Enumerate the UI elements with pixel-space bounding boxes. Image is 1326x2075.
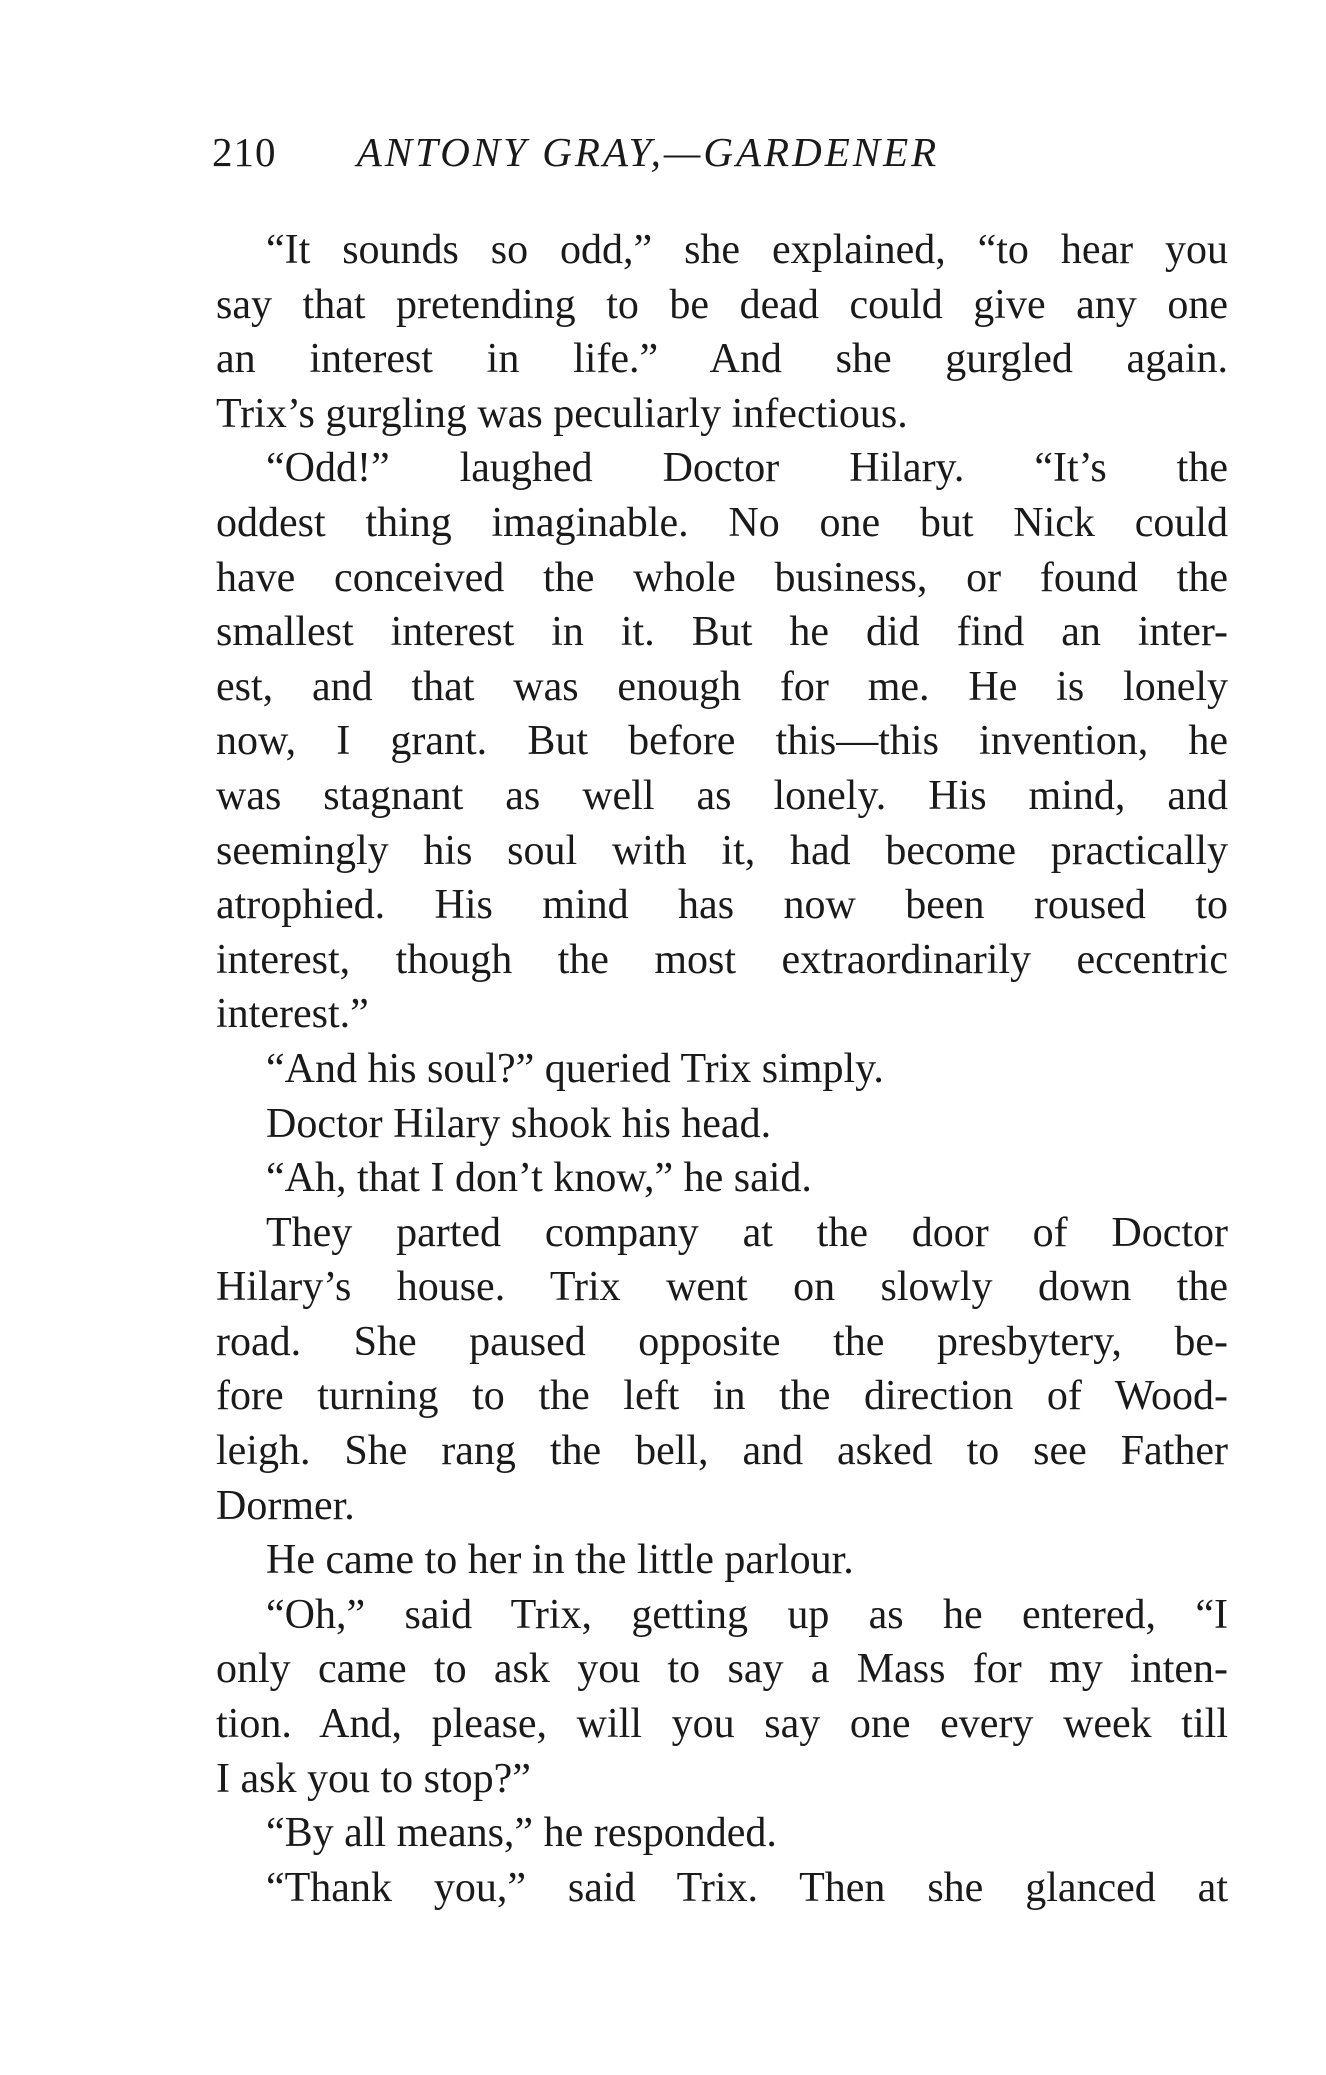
text-line: an interest in life.” And she gurgled again. xyxy=(216,336,1228,383)
text-line: “And his soul?” queried Trix simply. xyxy=(266,1045,884,1092)
text-line: “By all means,” he responded. xyxy=(266,1810,777,1857)
text-line: tion. And, please, will you say one every week till xyxy=(216,1701,1228,1748)
text-line: interest, though the most extraordinarily eccentric xyxy=(216,936,1228,983)
running-title: ANTONY GRAY,—GARDENER xyxy=(356,129,940,175)
text-line: interest.” xyxy=(216,991,369,1038)
text-line: fore turning to the left in the direction of Wood- xyxy=(216,1373,1228,1420)
page-number: 210 xyxy=(212,129,277,175)
text-line: “Odd!” laughed Doctor Hilary. “It’s the xyxy=(266,445,1228,492)
text-line: seemingly his soul with it, had become practically xyxy=(216,827,1228,874)
text-line: smallest interest in it. But he did find an inter- xyxy=(216,609,1228,656)
text-line: atrophied. His mind has now been roused to xyxy=(216,882,1228,929)
text-line: only came to ask you to say a Mass for my inten- xyxy=(216,1646,1228,1693)
text-line: They parted company at the door of Doctor xyxy=(266,1209,1228,1256)
text-line: He came to her in the little parlour. xyxy=(266,1537,854,1584)
text-line: I ask you to stop?” xyxy=(216,1755,531,1802)
body-text xyxy=(216,223,1228,1915)
text-line: oddest thing imaginable. No one but Nick could xyxy=(216,499,1228,546)
text-line: Trix’s gurgling was peculiarly infectious. xyxy=(216,390,908,437)
text-line: “Oh,” said Trix, getting up as he entered, “I xyxy=(266,1591,1228,1638)
text-line: now, I grant. But before this—this invention, he xyxy=(216,718,1228,765)
text-line: est, and that was enough for me. He is lonely xyxy=(216,663,1228,710)
running-head xyxy=(212,122,1232,182)
text-line: Dormer. xyxy=(216,1482,355,1529)
text-line: leigh. She rang the bell, and asked to see Father xyxy=(216,1428,1228,1475)
text-line: “It sounds so odd,” she explained, “to hear you xyxy=(266,227,1228,273)
text-line: “Ah, that I don’t know,” he said. xyxy=(266,1155,812,1202)
text-line: say that pretending to be dead could give any one xyxy=(216,281,1228,328)
text-line: Hilary’s house. Trix went on slowly down the xyxy=(216,1264,1228,1311)
text-line: was stagnant as well as lonely. His mind, and xyxy=(216,772,1228,819)
text-line: road. She paused opposite the presbytery, be- xyxy=(216,1318,1228,1365)
text-line: Doctor Hilary shook his head. xyxy=(266,1100,772,1147)
text-line: have conceived the whole business, or found the xyxy=(216,554,1228,601)
text-line: “Thank you,” said Trix. Then she glanced at xyxy=(266,1864,1228,1911)
